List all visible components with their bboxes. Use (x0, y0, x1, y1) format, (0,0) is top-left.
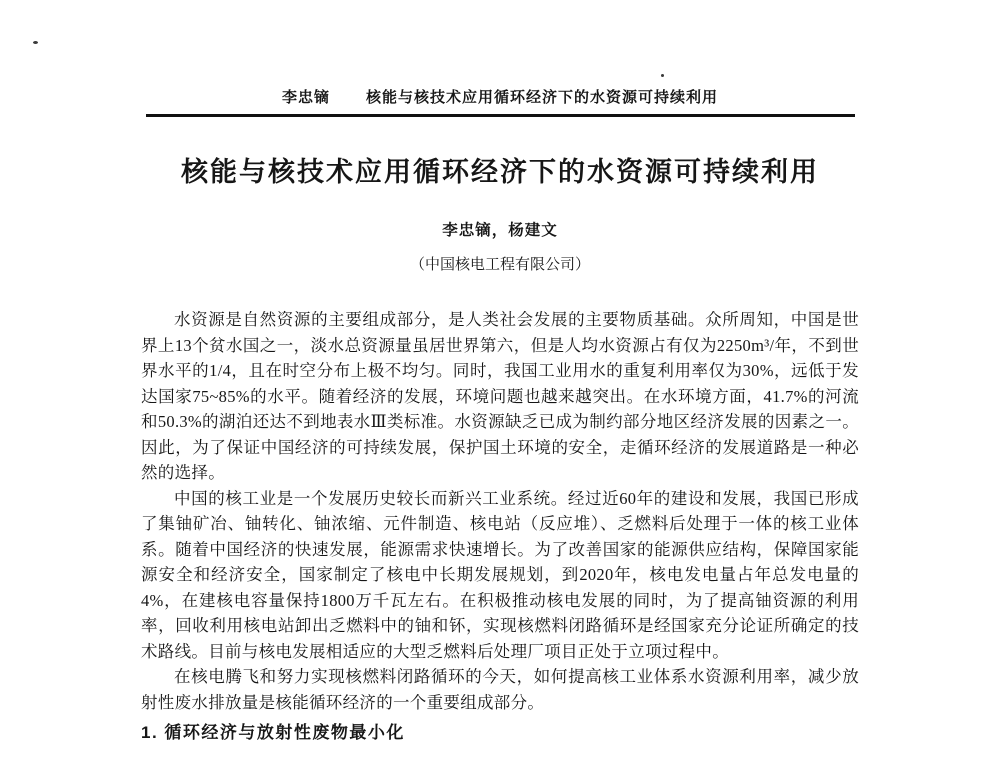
section-heading: 1. 循环经济与放射性废物最小化 (141, 723, 405, 742)
paragraph-1: 水资源是自然资源的主要组成部分，是人类社会发展的主要物质基础。众所周知，中国是世界上13个贫水国之一，淡水总资源量虽居世界第六，但是人均水资源占有仅为2250m³/年，不到世界水平的1/4，且在时空分布上极不均匀。同时，我国工业用水的重复利用率仅为30%，远低于发达国家75~85%的水平。随着经济的发展，环境问题也越来越突出。在水环境方面，41.7%的河流和50.3%的湖泊还达不到地表水Ⅲ类标准。水资源缺乏已成为制约部分地区经济发展的因素之一。因此，为了保证中国经济的可持续发展，保护国土环境的安全，走循环经济的发展道路是一种必然的选择。 (141, 310, 859, 482)
running-header (140, 86, 860, 107)
paragraph-3: 在核电腾飞和努力实现核燃料闭路循环的今天，如何提高核工业体系水资源利用率，减少放射性废水排放量是核能循环经济的一个重要组成部分。 (141, 667, 859, 712)
running-header-author: 李忠镝 (281, 89, 330, 106)
affiliation-line: （中国核电工程有限公司） (409, 257, 590, 273)
article-title: 核能与核技术应用循环经济下的水资源可持续利用 (181, 157, 819, 187)
running-header-title: 核能与核技术应用循环经济下的水资源可持续利用 (366, 89, 719, 106)
paragraph-2: 中国的核工业是一个发展历史较长而新兴工业系统。经过近60年的建设和发展，我国已形成了集铀矿冶、铀转化、铀浓缩、元件制造、核电站（反应堆）、乏燃料后处理于一体的核工业体系。随着中国经济的快速发展，能源需求快速增长。为了改善国家的能源供应结构，保障国家能源安全和经济安全，国家制定了核电中长期发展规划，到2020年，核电发电量占年总发电量的4%，在建核电容量保持1800万千瓦左右。在积极推动核电发展的同时，为了提高铀资源的利用率，回收利用核电站卸出乏燃料中的铀和钚，实现核燃料闭路循环是经国家充分论证所确定的技术路线。目前与核电发展相适应的大型乏燃料后处理厂项目正处于立项过程中。 (141, 488, 859, 661)
scan-speck (661, 74, 664, 77)
article-body (141, 307, 859, 746)
scan-speck (33, 41, 38, 44)
header-rule (146, 114, 855, 117)
authors-line: 李忠镝，杨建文 (442, 222, 558, 239)
